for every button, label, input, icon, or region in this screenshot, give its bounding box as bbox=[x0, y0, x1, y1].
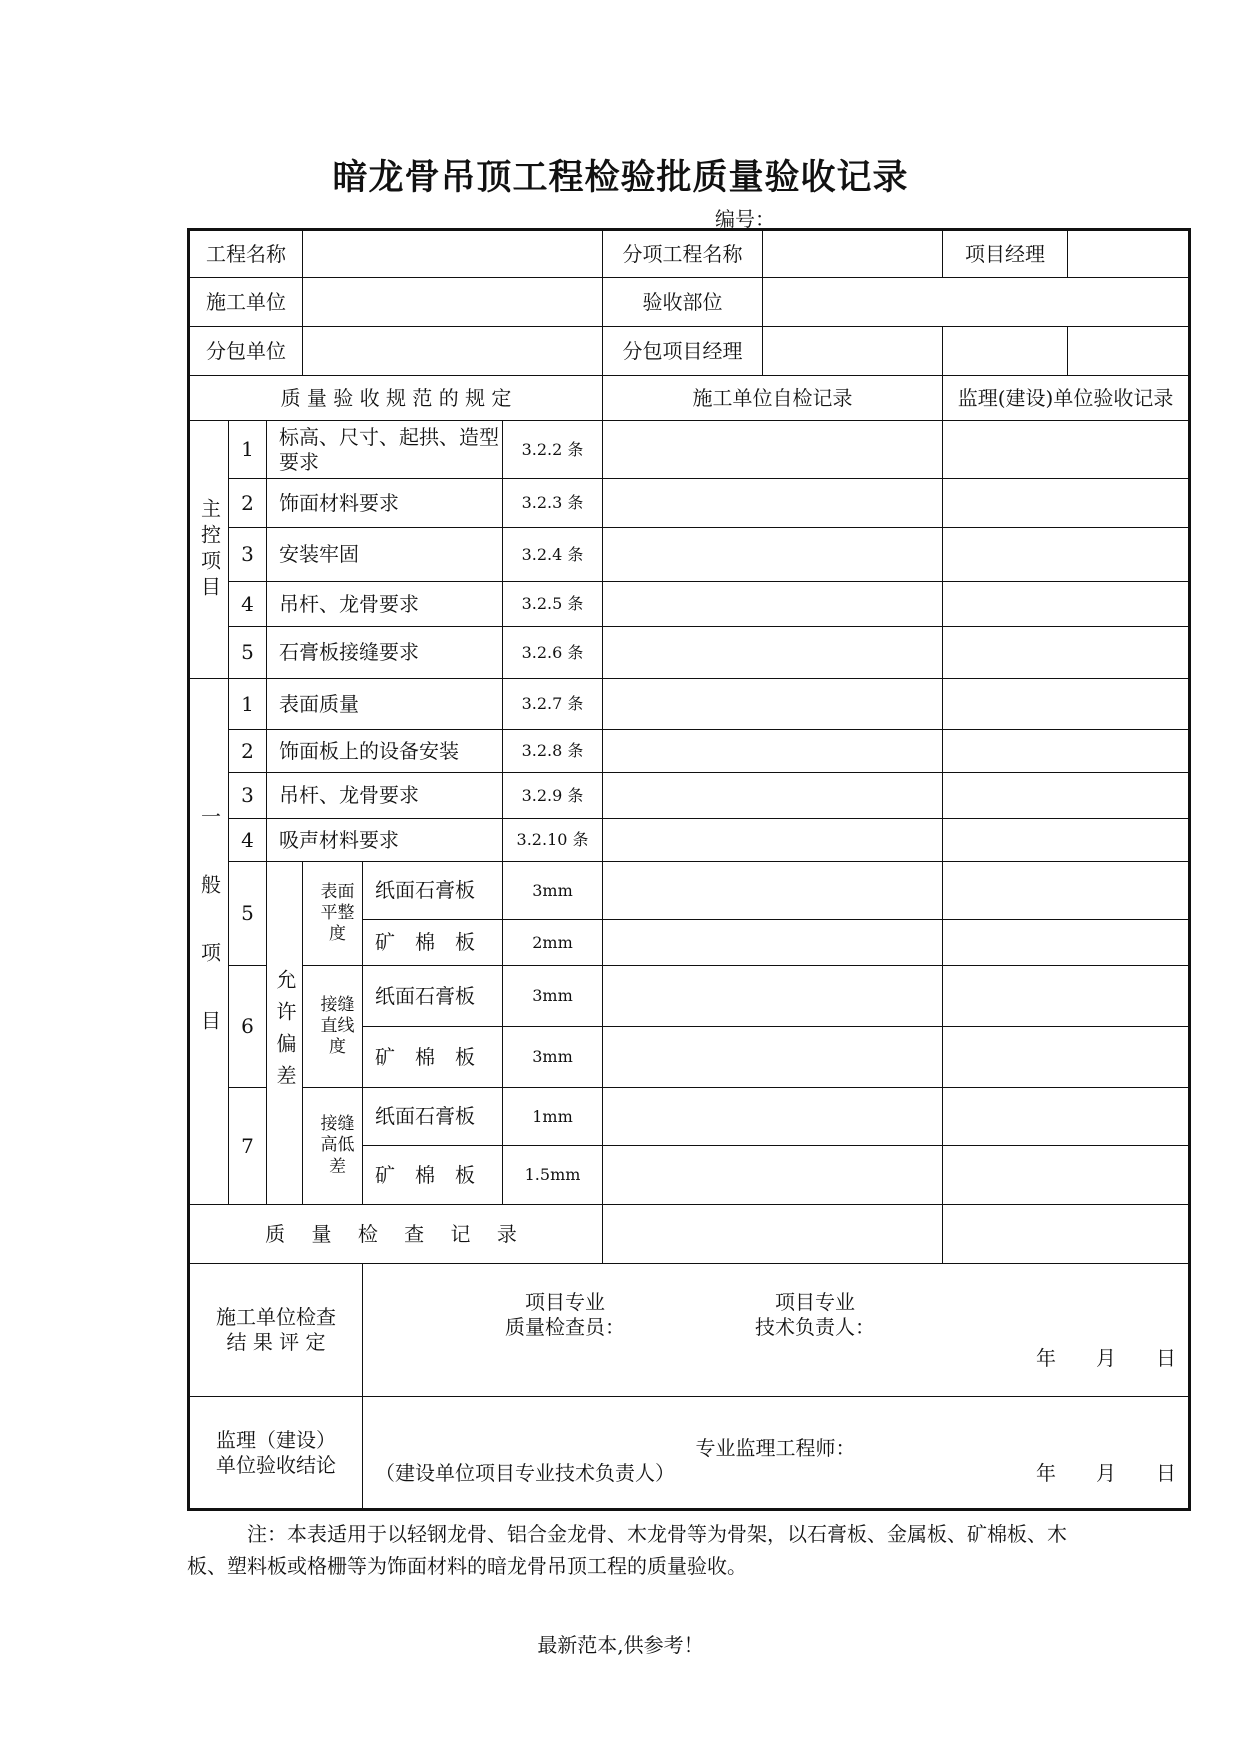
project-manager-label: 项目经理 bbox=[943, 230, 1068, 278]
supervision-cell[interactable] bbox=[943, 819, 1190, 862]
project-name-field[interactable] bbox=[303, 230, 603, 278]
quality-inspector-label-line2: 质量检查员： bbox=[505, 1314, 626, 1339]
deviation-value: 1mm bbox=[503, 1088, 603, 1146]
item-description: 饰面材料要求 bbox=[267, 479, 503, 528]
supervision-cell[interactable] bbox=[943, 627, 1190, 679]
blank-cell[interactable] bbox=[943, 327, 1068, 376]
item-number: 3 bbox=[229, 773, 267, 819]
item-description: 安装牢固 bbox=[267, 528, 503, 582]
self-check-cell[interactable] bbox=[603, 966, 943, 1027]
project-name-label: 工程名称 bbox=[189, 230, 303, 278]
item-description: 石膏板接缝要求 bbox=[267, 627, 503, 679]
item-number: 7 bbox=[229, 1088, 267, 1205]
construction-eval-date: 年 月 日 bbox=[1036, 1345, 1177, 1370]
sub-project-manager-label: 分包项目经理 bbox=[603, 327, 763, 376]
main-item-row bbox=[189, 421, 1190, 479]
sub-project-manager-field[interactable] bbox=[763, 327, 943, 376]
deviation-material: 纸面石膏板 bbox=[363, 1088, 503, 1146]
quality-record-row bbox=[189, 1205, 1190, 1264]
item-clause: 3.2.3 条 bbox=[503, 479, 603, 528]
main-items-group-label: 主控项目 bbox=[189, 421, 229, 679]
item-description: 表面质量 bbox=[267, 679, 503, 730]
supervision-cell[interactable] bbox=[943, 528, 1190, 582]
item-number: 3 bbox=[229, 528, 267, 582]
supervision-cell[interactable] bbox=[943, 479, 1190, 528]
construction-eval-content[interactable] bbox=[363, 1264, 1190, 1397]
self-check-cell[interactable] bbox=[603, 582, 943, 627]
deviation-material: 纸面石膏板 bbox=[363, 966, 503, 1027]
subcontractor-field[interactable] bbox=[303, 327, 603, 376]
self-check-cell[interactable] bbox=[603, 773, 943, 819]
supervision-cell[interactable] bbox=[943, 920, 1190, 966]
tech-lead-label-line1: 项目专业 bbox=[775, 1289, 856, 1314]
deviation-material: 矿 棉 板 bbox=[363, 1027, 503, 1088]
deviation-label: 允许偏差 bbox=[267, 862, 303, 1205]
item-clause: 3.2.8 条 bbox=[503, 730, 603, 773]
deviation-value: 3mm bbox=[503, 1027, 603, 1088]
item-number: 1 bbox=[229, 421, 267, 479]
item-number: 2 bbox=[229, 730, 267, 773]
item-description: 饰面板上的设备安装 bbox=[267, 730, 503, 773]
sub-project-name-label: 分项工程名称 bbox=[603, 230, 763, 278]
header-row-3 bbox=[189, 327, 1190, 376]
owner-tech-lead-label: （建设单位项目专业技术负责人） bbox=[375, 1460, 676, 1485]
supervision-engineer-label: 专业监理工程师： bbox=[695, 1435, 856, 1460]
blank-cell[interactable] bbox=[1068, 327, 1190, 376]
deviation-value: 3mm bbox=[503, 862, 603, 920]
sub-project-name-field[interactable] bbox=[763, 230, 943, 278]
self-check-cell[interactable] bbox=[603, 920, 943, 966]
self-check-cell[interactable] bbox=[603, 819, 943, 862]
main-item-row bbox=[189, 479, 1190, 528]
deviation-value: 3mm bbox=[503, 966, 603, 1027]
supervision-cell[interactable] bbox=[943, 1027, 1190, 1088]
subcontractor-label: 分包单位 bbox=[189, 327, 303, 376]
quality-spec-heading: 质 量 验 收 规 范 的 规 定 bbox=[189, 376, 603, 421]
item-clause: 3.2.5 条 bbox=[503, 582, 603, 627]
acceptance-part-field[interactable] bbox=[763, 278, 1190, 327]
supervision-cell[interactable] bbox=[943, 679, 1190, 730]
self-check-cell[interactable] bbox=[603, 862, 943, 920]
deviation-kind: 表面平整度 bbox=[303, 862, 363, 966]
quality-record-self-check[interactable] bbox=[603, 1205, 943, 1264]
deviation-value: 1.5mm bbox=[503, 1146, 603, 1205]
supervision-eval-label: 监理（建设） 单位验收结论 bbox=[189, 1397, 363, 1510]
deviation-kind: 接缝直线度 bbox=[303, 966, 363, 1088]
main-item-row bbox=[189, 627, 1190, 679]
item-number: 1 bbox=[229, 679, 267, 730]
general-item-row bbox=[189, 773, 1190, 819]
main-item-row bbox=[189, 582, 1190, 627]
deviation-material: 矿 棉 板 bbox=[363, 1146, 503, 1205]
item-description: 吊杆、龙骨要求 bbox=[267, 582, 503, 627]
item-clause: 3.2.7 条 bbox=[503, 679, 603, 730]
general-item-row bbox=[189, 679, 1190, 730]
deviation-material: 纸面石膏板 bbox=[363, 862, 503, 920]
item-clause: 3.2.9 条 bbox=[503, 773, 603, 819]
supervision-cell[interactable] bbox=[943, 582, 1190, 627]
supervision-cell[interactable] bbox=[943, 730, 1190, 773]
header-row-2 bbox=[189, 278, 1190, 327]
page-footer: 最新范本,供参考！ bbox=[537, 1633, 704, 1657]
self-check-cell[interactable] bbox=[603, 1146, 943, 1205]
main-item-row bbox=[189, 528, 1190, 582]
deviation-row bbox=[189, 1088, 1190, 1146]
supervision-eval-date: 年 月 日 bbox=[1036, 1460, 1177, 1485]
construction-eval-row bbox=[189, 1264, 1190, 1397]
item-number: 6 bbox=[229, 966, 267, 1088]
supervision-cell[interactable] bbox=[943, 966, 1190, 1027]
doc-number-label: 编号： bbox=[715, 207, 775, 231]
supervision-cell[interactable] bbox=[943, 421, 1190, 479]
item-clause: 3.2.4 条 bbox=[503, 528, 603, 582]
self-check-cell[interactable] bbox=[603, 1088, 943, 1146]
deviation-material: 矿 棉 板 bbox=[363, 920, 503, 966]
table-note: 注：本表适用于以轻钢龙骨、铝合金龙骨、木龙骨等为骨架，以石膏板、金属板、矿棉板、木板、塑料板或格栅等为饰面材料的暗龙骨吊顶工程的质量验收。 bbox=[187, 1522, 1067, 1578]
self-check-cell[interactable] bbox=[603, 730, 943, 773]
self-check-heading: 施工单位自检记录 bbox=[603, 376, 943, 421]
self-check-cell[interactable] bbox=[603, 679, 943, 730]
item-description: 标高、尺寸、起拱、造型要求 bbox=[267, 421, 503, 479]
general-items-group-label: 一般项目 bbox=[189, 679, 229, 1205]
page-title: 暗龙骨吊顶工程检验批质量验收记录 bbox=[332, 158, 909, 198]
header-row-1 bbox=[189, 230, 1190, 278]
column-heading-row bbox=[189, 376, 1190, 421]
deviation-kind: 接缝高低差 bbox=[303, 1088, 363, 1205]
general-item-row bbox=[189, 730, 1190, 773]
item-clause: 3.2.6 条 bbox=[503, 627, 603, 679]
construction-eval-label: 施工单位检查 结 果 评 定 bbox=[189, 1264, 363, 1397]
quality-inspector-label-line1: 项目专业 bbox=[525, 1289, 606, 1314]
construction-unit-label: 施工单位 bbox=[189, 278, 303, 327]
supervision-heading: 监理(建设)单位验收记录 bbox=[943, 376, 1190, 421]
self-check-cell[interactable] bbox=[603, 1027, 943, 1088]
self-check-cell[interactable] bbox=[603, 421, 943, 479]
supervision-eval-row bbox=[189, 1397, 1190, 1510]
general-item-row bbox=[189, 819, 1190, 862]
supervision-cell[interactable] bbox=[943, 1146, 1190, 1205]
deviation-row bbox=[189, 862, 1190, 920]
supervision-eval-content[interactable] bbox=[363, 1397, 1190, 1510]
supervision-cell[interactable] bbox=[943, 773, 1190, 819]
item-description: 吊杆、龙骨要求 bbox=[267, 773, 503, 819]
item-clause: 3.2.2 条 bbox=[503, 421, 603, 479]
supervision-cell[interactable] bbox=[943, 1088, 1190, 1146]
deviation-value: 2mm bbox=[503, 920, 603, 966]
item-number: 5 bbox=[229, 862, 267, 966]
self-check-cell[interactable] bbox=[603, 627, 943, 679]
acceptance-part-label: 验收部位 bbox=[603, 278, 763, 327]
quality-record-supervision[interactable] bbox=[943, 1205, 1190, 1264]
quality-record-label: 质 量 检 查 记 录 bbox=[189, 1205, 603, 1264]
item-number: 5 bbox=[229, 627, 267, 679]
inspection-form-table bbox=[187, 228, 1191, 1511]
item-description: 吸声材料要求 bbox=[267, 819, 503, 862]
tech-lead-label-line2: 技术负责人： bbox=[755, 1314, 876, 1339]
item-number: 2 bbox=[229, 479, 267, 528]
deviation-row bbox=[189, 966, 1190, 1027]
item-number: 4 bbox=[229, 819, 267, 862]
project-manager-field[interactable] bbox=[1068, 230, 1190, 278]
item-clause: 3.2.10 条 bbox=[503, 819, 603, 862]
construction-unit-field[interactable] bbox=[303, 278, 603, 327]
item-number: 4 bbox=[229, 582, 267, 627]
supervision-cell[interactable] bbox=[943, 862, 1190, 920]
self-check-cell[interactable] bbox=[603, 528, 943, 582]
self-check-cell[interactable] bbox=[603, 479, 943, 528]
